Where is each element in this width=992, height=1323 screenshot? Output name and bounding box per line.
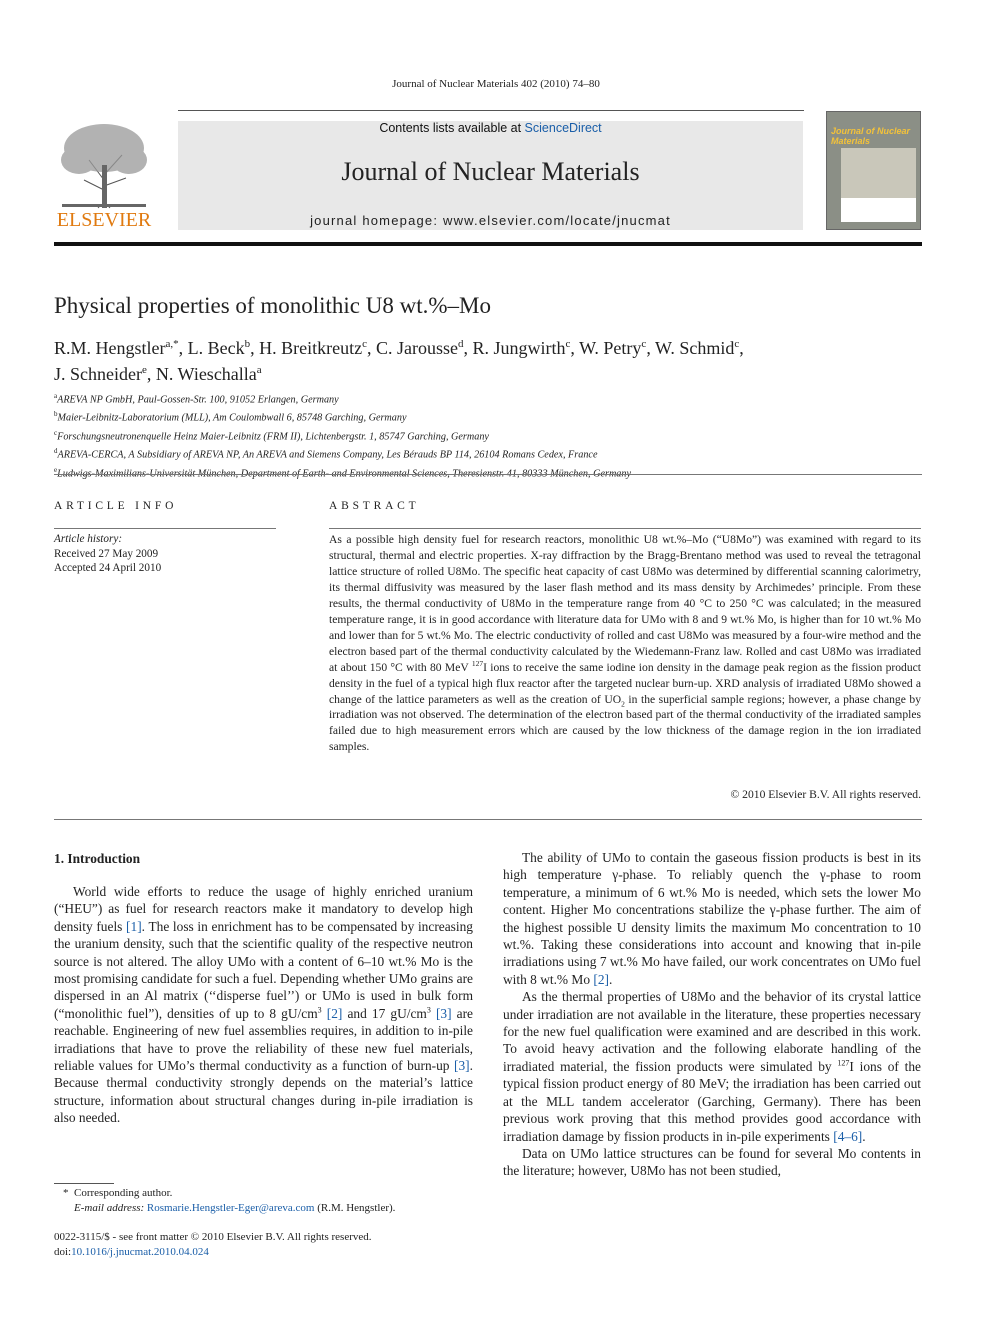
journal-cover[interactable] <box>826 111 921 230</box>
footnote-rule <box>54 1183 114 1184</box>
authors-line-1 <box>54 333 914 359</box>
affiliation-key: e <box>54 465 58 474</box>
affiliation-item <box>54 463 934 481</box>
history-label: Article history: <box>54 533 123 545</box>
contents-prefix: Contents lists available at <box>379 121 525 135</box>
author-name[interactable]: J. Schneider <box>54 364 142 384</box>
citation-link[interactable]: [2] <box>593 971 610 987</box>
corresponding-label: Corresponding author. <box>74 1187 173 1199</box>
section-heading-introduction: 1. Introduction <box>54 851 141 866</box>
abstract-copyright: © 2010 Elsevier B.V. All rights reserved. <box>730 788 921 801</box>
intro-paragraph-3 <box>503 988 921 1145</box>
running-header: Journal of Nuclear Materials 402 (2010) 74–80 <box>392 78 600 90</box>
abstract-part-1: As a possible high density fuel for research reactors, monolithic U8 wt.%–Mo (“U8Mo”) was examined with regard to its structural, thermal and electric properties. X-ray diffraction by the Bragg-Brentano method was used to reveal the tetragonal lattice structure of rolled U8Mo. The specific heat capacity of cast U8Mo was determined by differential scanning calorimetry, its thermal diffusivity was measured by the laser flash method and its mass density by Archimedes’ principle. From these results, the thermal conductivity of U8Mo in the temperature range from 40 °C to 250 °C was calculated; in the measured temperature range, it is in good accordance with literature data for UMo with 8 and 9 wt.% Mo, is higher than for 10 wt.% Mo and lower than for 5 wt.% Mo. The electric conductivity of rolled and cast U8Mo was measured by a four-wire method and the electron based part of the thermal conductivity calculated by the Wiedemann-Franz law. Rolled and cast U8Mo was irradiated at about 150 °C with 80 MeV <box>329 533 921 674</box>
legal-notice <box>54 1230 372 1259</box>
text-run: . <box>609 971 613 987</box>
affiliation-item <box>54 407 934 425</box>
superscript: 3 <box>426 1005 431 1015</box>
author-separator: , <box>739 338 744 358</box>
email-link[interactable]: Rosmarie.Hengstler-Eger@areva.com <box>146 1201 315 1214</box>
footnote <box>54 1186 395 1215</box>
left-column <box>54 883 473 1127</box>
received-date: Received 27 May 2009 <box>54 547 159 560</box>
author-affiliation-marker[interactable]: c <box>734 338 740 350</box>
citation-link[interactable]: [3] <box>454 1058 470 1074</box>
author-affiliation-marker[interactable]: a,* <box>165 338 179 350</box>
affiliation-text: AREVA NP GmbH, Paul-Gossen-Str. 100, 91052 Erlangen, Germany <box>57 394 339 406</box>
text-run: The ability of UMo to contain the gaseous fission products is best in its high temperature γ-phase. To reliably quench the γ-phase to room temperature, a minimum of 6 wt.% Mo is needed, which sets the lower Mo content. Higher Mo concentrations stabilize the γ-phase further. The aim of the highest possible U density limits the maximum Mo concentration to 10 wt.%. Taking these considerations into account and knowing that in-pile irradiations using 7 wt.% Mo have failed, our work concentrates on UMo fuel with 8 wt.% Mo <box>503 850 921 987</box>
intro-paragraph-1 <box>54 883 473 1127</box>
body-divider <box>54 819 922 820</box>
article-info-rule <box>54 528 276 529</box>
author-separator: , <box>570 338 580 358</box>
abstract-sub-2: 2 <box>621 698 625 708</box>
text-run: . Because thermal conductivity strongly depends on the material’s lattice structure, information about structural changes during in-pile irradiation is also needed. <box>54 1058 473 1126</box>
elsevier-wordmark: ELSEVIER <box>56 209 152 231</box>
author-separator: , <box>250 338 260 358</box>
affiliation-item <box>54 426 934 444</box>
affiliation-key: d <box>54 447 58 456</box>
citation-link[interactable]: [2] <box>326 1005 343 1021</box>
abstract-heading: ABSTRACT <box>329 500 420 512</box>
author-name[interactable]: N. Wieschalla <box>155 364 257 384</box>
citation-link[interactable]: [3] <box>435 1005 452 1021</box>
affiliation-text: AREVA-CERCA, A Subsidiary of AREVA NP, An AREVA and Siemens Company, Les Bérauds BP 114, 26104 Romans Cedex, France <box>57 449 598 461</box>
author-affiliation-marker[interactable]: b <box>244 338 251 350</box>
affiliation-text: Forschungsneutronenquelle Heinz Maier-Leibnitz (FRM II), Lichtenbergstr. 1, 85747 Garching, Germany <box>57 431 489 443</box>
abstract-part-3: in the superficial sample regions; however, a phase change by irradiation was not observed. The determination of the electron based part of the thermal conductivity of the irradiated samples failed due to high measurement errors which are caused by the low thickness of the damage region in the ion irradiated samples. <box>329 692 921 754</box>
journal-banner <box>178 121 803 230</box>
author-affiliation-marker[interactable]: c <box>362 338 367 350</box>
intro-paragraph-2 <box>503 849 921 988</box>
sciencedirect-link[interactable]: ScienceDirect <box>524 121 602 135</box>
author-separator: , <box>463 338 473 358</box>
abstract-rule <box>329 528 921 529</box>
affiliation-key: c <box>54 428 58 437</box>
author-separator: , <box>646 338 655 358</box>
front-matter-line: 0022-3115/$ - see front matter © 2010 Elsevier B.V. All rights reserved. <box>54 1231 372 1243</box>
author-separator: , <box>178 338 188 358</box>
journal-title: Journal of Nuclear Materials <box>341 157 640 186</box>
accepted-date: Accepted 24 April 2010 <box>54 562 162 574</box>
author-affiliation-marker[interactable]: c <box>565 338 571 350</box>
elsevier-logo[interactable] <box>54 120 154 232</box>
superscript: 127 <box>837 1058 850 1068</box>
header-thick-rule <box>54 242 922 246</box>
author-name[interactable]: H. Breitkreutz <box>259 338 363 358</box>
text-run: I ions of the typical fission product energy of 80 MeV; the irradiation has been carried out at the MLL tandem accelerator (Garching, Germany). There has been previous work proving that this method provides good accordance with irradiation damage by fission products in in-pile experiments <box>503 1058 921 1144</box>
text-run: World wide efforts to reduce the usage of highly enriched uranium (“HEU”) as fuel for research reactors make it mandatory to develop high density fuels <box>54 884 473 934</box>
doi-link[interactable]: 10.1016/j.jnucmat.2010.04.024 <box>71 1245 209 1258</box>
author-affiliation-marker[interactable]: a <box>256 364 262 376</box>
doi-prefix: doi: <box>54 1245 72 1258</box>
author-name[interactable]: R.M. Hengstler <box>54 338 166 358</box>
affiliations <box>54 389 934 481</box>
abstract-part-2: I ions to receive the same iodine ion density in the damage peak region as the fission product density in the fuel of a typical high flux reactor after the targeted nuclear burn-up. XRD analysis of irradiated U8Mo showed a change of the lattice parameters as well as the creation of UO <box>329 660 921 706</box>
section-divider <box>54 474 922 475</box>
corresponding-note <box>54 1186 395 1201</box>
text-run: and 17 gU/cm <box>342 1005 427 1021</box>
email-label: E-mail address: <box>74 1201 145 1214</box>
author-name[interactable]: C. Jarousse <box>375 338 458 358</box>
elsevier-tree-icon <box>54 120 154 210</box>
contents-line <box>178 121 803 135</box>
email-note <box>54 1201 395 1216</box>
abstract-sup-127: 127 <box>471 658 484 668</box>
article-info-heading: ARTICLE INFO <box>54 500 178 512</box>
affiliation-text: Maier-Leibnitz-Laboratorium (MLL), Am Coulombwall 6, 85748 Garching, Germany <box>57 412 407 424</box>
journal-cover-icon <box>841 148 916 198</box>
superscript: 3 <box>317 1005 322 1015</box>
text-run: are reachable. Engineering of new fuel assemblies requires, in addition to in-pile irradiations that have to prove the reliability of these new fuel materials, reliable values for UMo’s thermal conductivity as a function of burn-up <box>54 1005 474 1074</box>
author-separator: , <box>366 338 376 358</box>
text-run: . <box>862 1128 866 1144</box>
author-name[interactable]: L. Beck <box>187 338 245 358</box>
cover-lower-panel <box>841 198 916 222</box>
citation-link[interactable]: [4–6] <box>833 1128 863 1144</box>
article-title: Physical properties of monolithic U8 wt.%–Mo <box>54 293 491 318</box>
email-suffix: (R.M. Hengstler). <box>314 1201 396 1214</box>
citation-link[interactable]: [1] <box>126 918 142 934</box>
right-column <box>503 849 921 1180</box>
journal-homepage[interactable]: journal homepage: www.elsevier.com/locate/jnucmat <box>310 213 671 228</box>
footnote-star: * <box>63 1187 69 1199</box>
author-name[interactable]: R. Jungwirth <box>472 338 566 358</box>
header-rule <box>178 110 804 111</box>
author-list <box>54 333 914 385</box>
affiliation-key: b <box>54 410 58 419</box>
cover-title: Journal of Nuclear Materials <box>831 126 911 146</box>
author-affiliation-marker[interactable]: e <box>141 364 147 376</box>
authors-line-2 <box>54 359 914 385</box>
article-history <box>54 532 161 576</box>
text-run: As the thermal properties of U8Mo and the behavior of its crystal lattice under irradiation are not available in the literature, these properties necessary for the new fuel qualification were examined and are described in this work. To avoid heavy activation and the following elaborate handling of the irradiated material, the fission products were simulated by <box>503 989 921 1074</box>
affiliation-item <box>54 444 934 462</box>
intro-paragraph-4: Data on UMo lattice structures can be found for several Mo contents in the literature; however, U8Mo has not been studied, <box>503 1145 921 1179</box>
affiliation-key: a <box>54 392 58 400</box>
author-name[interactable]: W. Petry <box>579 338 642 358</box>
author-separator: , <box>146 364 156 384</box>
doi-line <box>54 1245 372 1260</box>
author-affiliation-marker[interactable]: c <box>641 338 647 350</box>
author-name[interactable]: W. Schmid <box>655 338 735 358</box>
affiliation-item <box>54 389 934 407</box>
abstract-text <box>329 532 921 755</box>
affiliation-text: Ludwigs-Maximilians-Universität München, Department of Earth- and Environmental Sciences, Theresienstr. 41, 80333 München, Germany <box>57 467 632 479</box>
author-affiliation-marker[interactable]: d <box>457 338 464 350</box>
text-run: . The loss in enrichment has to be compensated by increasing the uranium density, such that the scientific quality of the respective neutron source is not altered. The alloy UMo with a content of 6–10 wt.% Mo is the most promising candidate for such a fuel. Depending whether UMo grains are dispersed in an Al matrix (‘‘disperse fuel’’) or UMo is used in bulk form (“monolithic fuel”), densities of up to 8 gU/cm <box>54 918 473 1021</box>
